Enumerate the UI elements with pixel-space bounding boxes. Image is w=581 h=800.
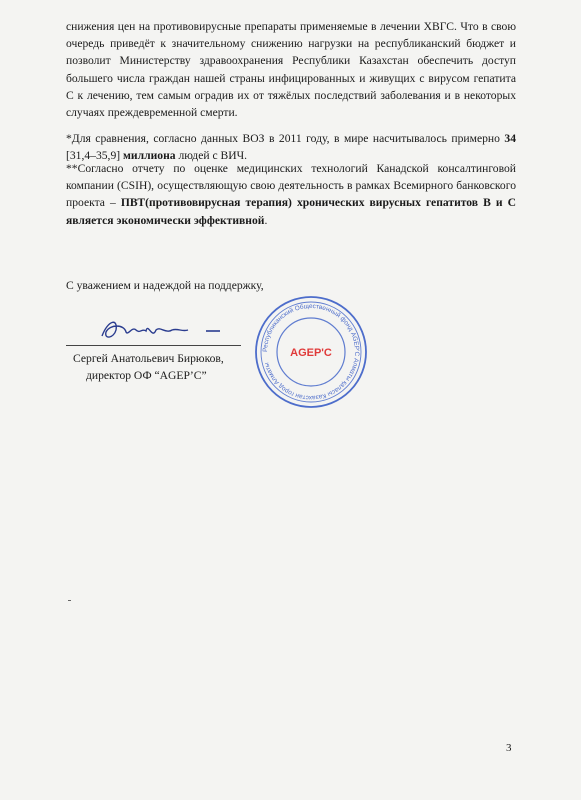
closing-line: С уважением и надеждой на поддержку, (66, 279, 264, 292)
stamp-ring-text: Республиканский Общественный фонд AGEP'C Алматы қаласы Казахстан город Алматы (261, 302, 361, 402)
footnote-who-text-c: людей с ВИЧ. (175, 149, 248, 163)
footnote-csih-end: . (264, 213, 268, 227)
footnote-who-text-b: [31,4–35,9] (66, 149, 123, 163)
signer-role: директор ОФ “AGEP’C” (86, 369, 207, 382)
footnote-who-text-a: *Для сравнения, согласно данных ВОЗ в 2011 году, в мире насчитывалось примерно (66, 132, 505, 145)
footnote-csih-bold: ПВТ(противовирусная терапия) хронических вирусных гепатитов В и С является экономически эффективной (66, 196, 516, 227)
signer-block (73, 350, 224, 384)
organization-stamp (253, 294, 369, 410)
page-number: 3 (506, 742, 512, 754)
signer-name: Сергей Анатольевич Бирюков, (73, 352, 224, 365)
footnote-who-number: 34 (504, 132, 516, 145)
paragraph-main: снижения цен на противовирусные препараты применяемые в лечении ХВГС. Что в свою очередь приведёт к значительному снижению нагрузки на республиканский бюджет и позволит Министерству здравоохранения Республики Казахстан обеспечить доступ большего числа граждан нашей страны инфицированных и живущих с вирусом гепатита С к лечению, тем самым оградив их от тяжёлых последствий заболевания и в некоторых случаях преждевременной смерти. (66, 20, 516, 120)
paragraph-footnote-csih (66, 160, 516, 229)
stamp-center-text: AGEP'C (290, 347, 332, 359)
footnote-csih-text: **Согласно отчету по оценке медицинских технологий Канадской консалтинговой компании (CSIH), осуществляющую свою деятельность в рамках Всемирного банковского проекта – (66, 162, 516, 210)
handwritten-signature (96, 312, 256, 346)
footnote-who-million: миллиона (123, 149, 176, 163)
signature-line (66, 345, 241, 346)
stray-mark (68, 600, 71, 601)
